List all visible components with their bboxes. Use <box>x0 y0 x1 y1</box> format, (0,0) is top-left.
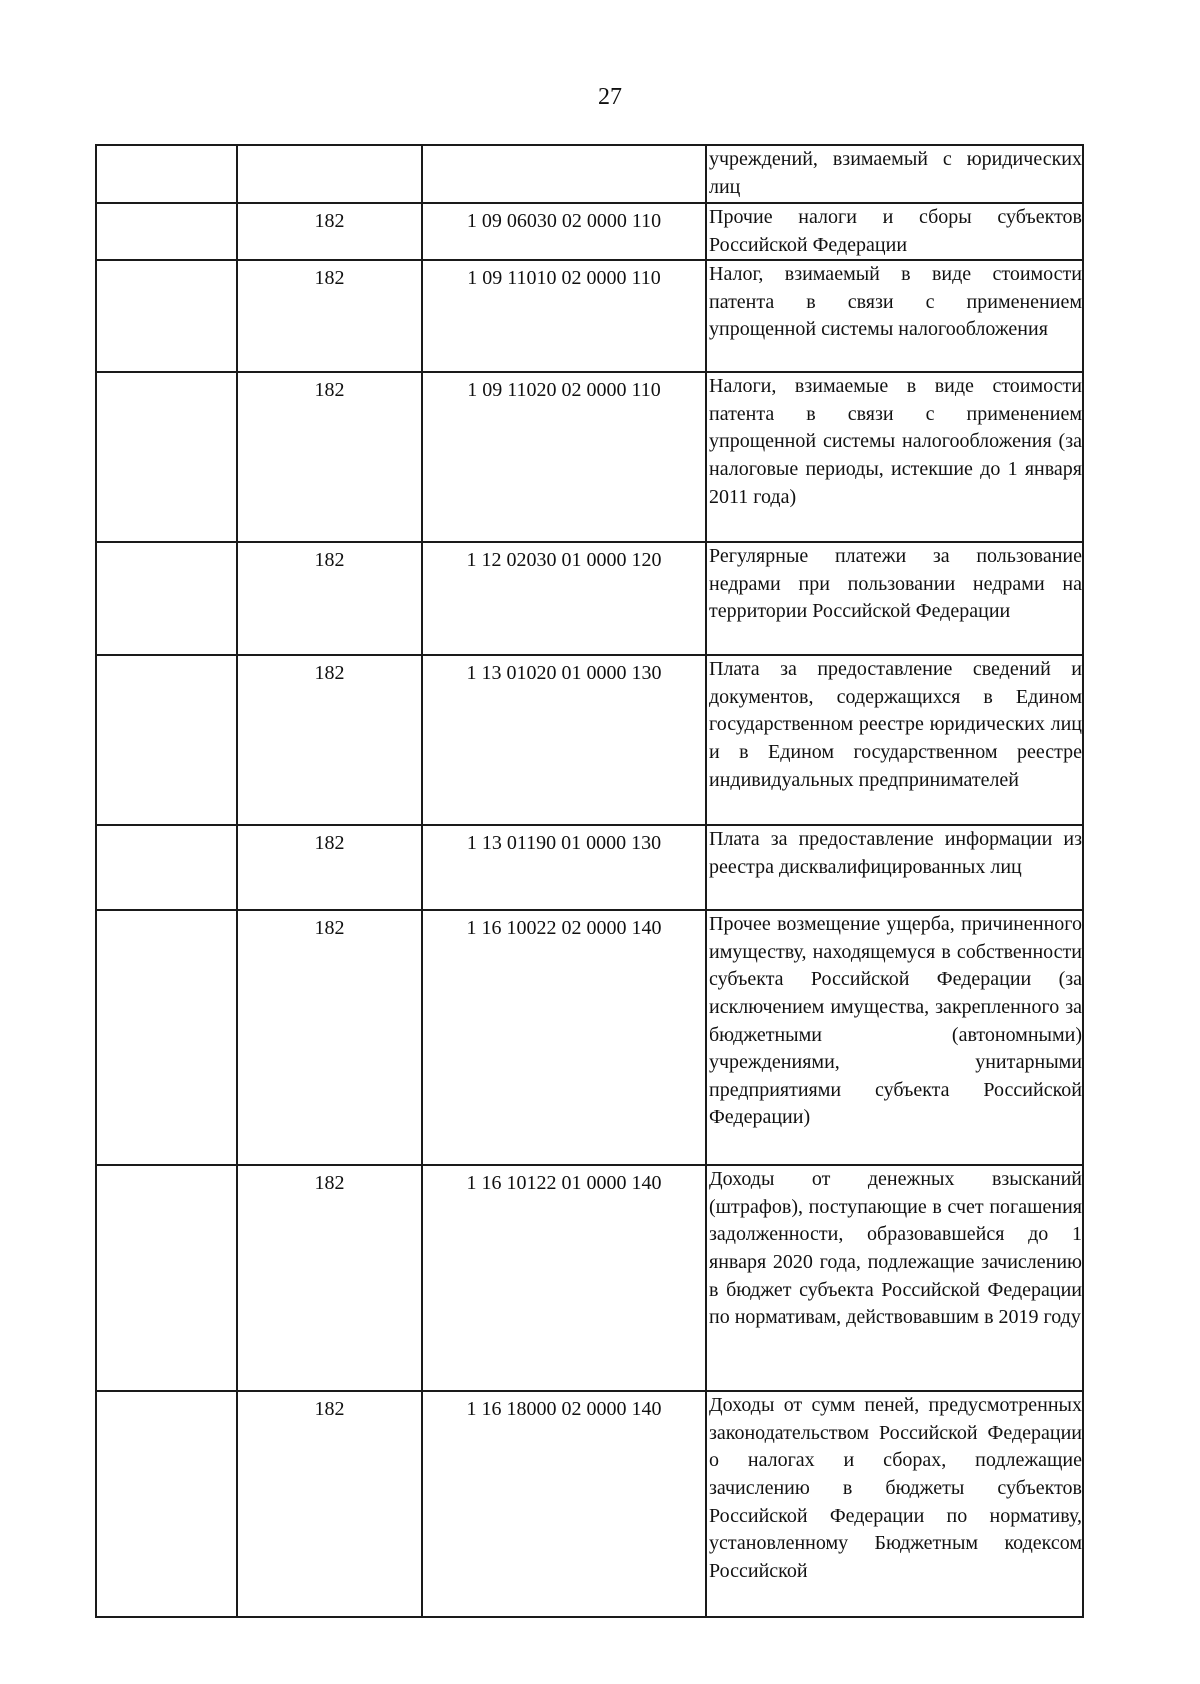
empty-cell <box>96 1165 237 1391</box>
administrator-code-cell <box>237 145 422 203</box>
revenue-name-text: Доходы от денежных взысканий (штрафов), поступающие в счет погашения задолженности, образовавшейся до 1 января 2020 года, подлежащие зачислению в бюджет субъекта Российской Федерации по нормативам, действовавшим в 2019 году <box>709 1168 1082 1329</box>
revenue-name-cell <box>706 655 1083 825</box>
revenue-name-text: Доходы от сумм пеней, предусмотренных законодательством Российской Федерации о налогах и сборах, подлежащие зачислению в бюджеты субъектов Российской Федерации по нормативу, установленному Бюджетным кодексом Российской <box>709 1394 1082 1582</box>
empty-cell <box>96 203 237 260</box>
budget-classification-code-cell: 1 09 06030 02 0000 110 <box>422 203 706 260</box>
revenue-name-text: учреждений, взимаемый с юридических лиц <box>709 148 1082 198</box>
budget-classification-code-cell: 1 16 18000 02 0000 140 <box>422 1391 706 1617</box>
revenue-name-cell <box>706 1165 1083 1391</box>
administrator-code-cell: 182 <box>237 910 422 1165</box>
empty-cell <box>96 910 237 1165</box>
table-row <box>96 542 1083 655</box>
administrator-code-cell: 182 <box>237 203 422 260</box>
empty-cell <box>96 1391 237 1617</box>
table-row <box>96 910 1083 1165</box>
budget-classification-code-cell: 1 16 10022 02 0000 140 <box>422 910 706 1165</box>
administrator-code-cell: 182 <box>237 260 422 372</box>
revenue-name-text: Плата за предоставление информации из реестра дисквалифицированных лиц <box>709 828 1082 878</box>
empty-cell <box>96 542 237 655</box>
budget-classification-code-cell: 1 13 01190 01 0000 130 <box>422 825 706 910</box>
budget-classification-code-cell: 1 12 02030 01 0000 120 <box>422 542 706 655</box>
budget-classification-code-cell: 1 16 10122 01 0000 140 <box>422 1165 706 1391</box>
revenue-name-cell <box>706 542 1083 655</box>
administrator-code-cell: 182 <box>237 825 422 910</box>
budget-classification-code-cell: 1 13 01020 01 0000 130 <box>422 655 706 825</box>
budget-classification-code-cell: 1 09 11020 02 0000 110 <box>422 372 706 542</box>
empty-cell <box>96 655 237 825</box>
empty-cell <box>96 260 237 372</box>
administrator-code-cell: 182 <box>237 655 422 825</box>
revenue-name-cell <box>706 260 1083 372</box>
empty-cell <box>96 825 237 910</box>
table-row <box>96 655 1083 825</box>
revenue-name-text: Налоги, взимаемые в виде стоимости патента в связи с применением упрощенной системы налогообложения (за налоговые периоды, истекшие до 1 января 2011 года) <box>709 375 1082 508</box>
revenue-name-text: Налог, взимаемый в виде стоимости патента в связи с применением упрощенной системы налогообложения <box>709 263 1082 341</box>
budget-classification-code-cell <box>422 145 706 203</box>
revenue-name-text: Прочие налоги и сборы субъектов Российской Федерации <box>709 206 1082 256</box>
administrator-code-cell: 182 <box>237 1165 422 1391</box>
revenue-name-cell <box>706 145 1083 203</box>
revenue-name-cell <box>706 372 1083 542</box>
page-number: 27 <box>598 84 622 110</box>
budget-classification-code-cell: 1 09 11010 02 0000 110 <box>422 260 706 372</box>
revenue-name-cell <box>706 203 1083 260</box>
administrator-code-cell: 182 <box>237 1391 422 1617</box>
table-row <box>96 1391 1083 1617</box>
revenue-name-text: Прочее возмещение ущерба, причиненного имуществу, находящемуся в собственности субъекта Российской Федерации (за исключением имущества, закрепленного за бюджетными (автономными) учреждениями, унитарными предприятиями субъекта Российской Федерации) <box>709 913 1082 1129</box>
table-row <box>96 260 1083 372</box>
revenue-name-cell <box>706 1391 1083 1617</box>
revenue-name-cell <box>706 910 1083 1165</box>
table-row <box>96 372 1083 542</box>
administrator-code-cell: 182 <box>237 542 422 655</box>
revenue-name-text: Плата за предоставление сведений и документов, содержащихся в Едином государственном реестре юридических лиц и в Едином государственном реестре индивидуальных предпринимателей <box>709 658 1082 791</box>
table-row <box>96 1165 1083 1391</box>
budget-revenue-table <box>95 144 1084 1618</box>
table-row <box>96 825 1083 910</box>
table-row <box>96 203 1083 260</box>
revenue-name-cell <box>706 825 1083 910</box>
administrator-code-cell: 182 <box>237 372 422 542</box>
table-row <box>96 145 1083 203</box>
revenue-name-text: Регулярные платежи за пользование недрами при пользовании недрами на территории Российской Федерации <box>709 545 1082 623</box>
empty-cell <box>96 145 237 203</box>
empty-cell <box>96 372 237 542</box>
